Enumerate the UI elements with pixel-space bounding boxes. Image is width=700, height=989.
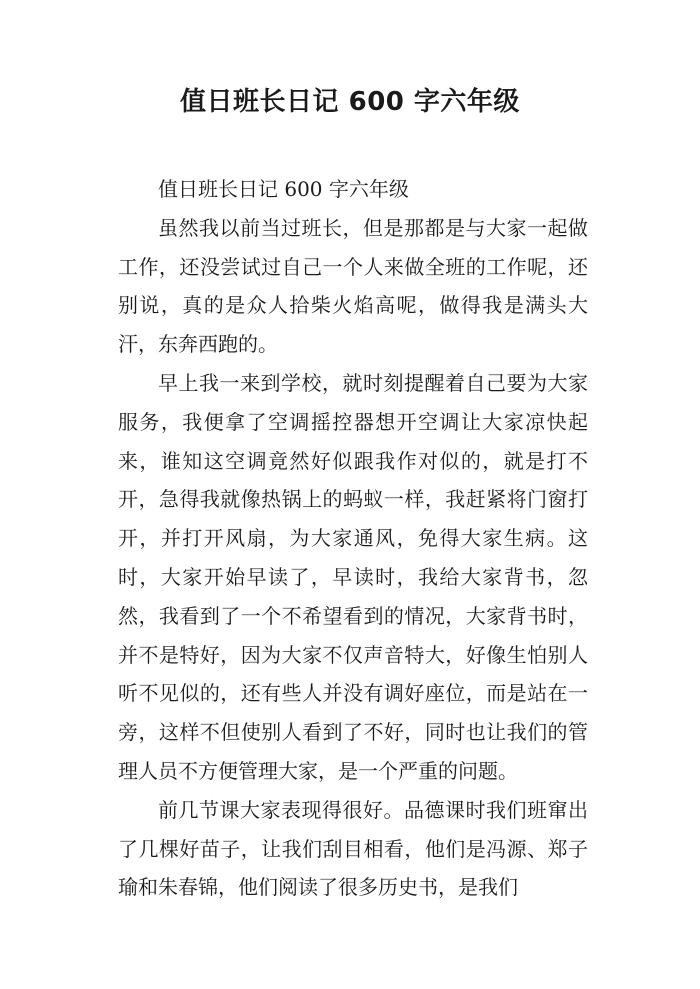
body-paragraph: 早上我一来到学校，就时刻提醒着自己要为大家服务，我便拿了空调摇控器想开空调让大家凉快起来，谁知这空调竟然好似跟我作对似的，就是打不开，急得我就像热锅上的蚂蚁一样，我赶紧将门窗打开，并打开风扇，为大家通风，免得大家生病。这时，大家开始早读了，早读时，我给大家背书，忽然，我看到了一个不希望看到的情况，大家背书时，并不是特好，因为大家不仅声音特大，好像生怕别人听不见似的，还有些人并没有调好座位，而是站在一旁，这样不但使别人看到了不好，同时也让我们的管理人员不方便管理大家，是一个严重的问题。 — [118, 370, 588, 783]
body-paragraph: 虽然我以前当过班长，但是那都是与大家一起做工作，还没尝试过自己一个人来做全班的工作呢，还别说，真的是众人拾柴火焰高呢，做得我是满头大汗，东奔西跑的。 — [118, 215, 588, 357]
document-title: 值日班长日记 600 字六年级 — [180, 87, 520, 117]
body-paragraph: 前几节课大家表现得很好。品德课时我们班窜出了几棵好苗子，让我们刮目相看，他们是冯源、郑子瑜和朱春锦，他们阅读了很多历史书，是我们 — [118, 797, 588, 900]
body-subtitle-paragraph: 值日班长日记 600 字六年级 — [158, 177, 409, 201]
document-body — [118, 170, 588, 907]
